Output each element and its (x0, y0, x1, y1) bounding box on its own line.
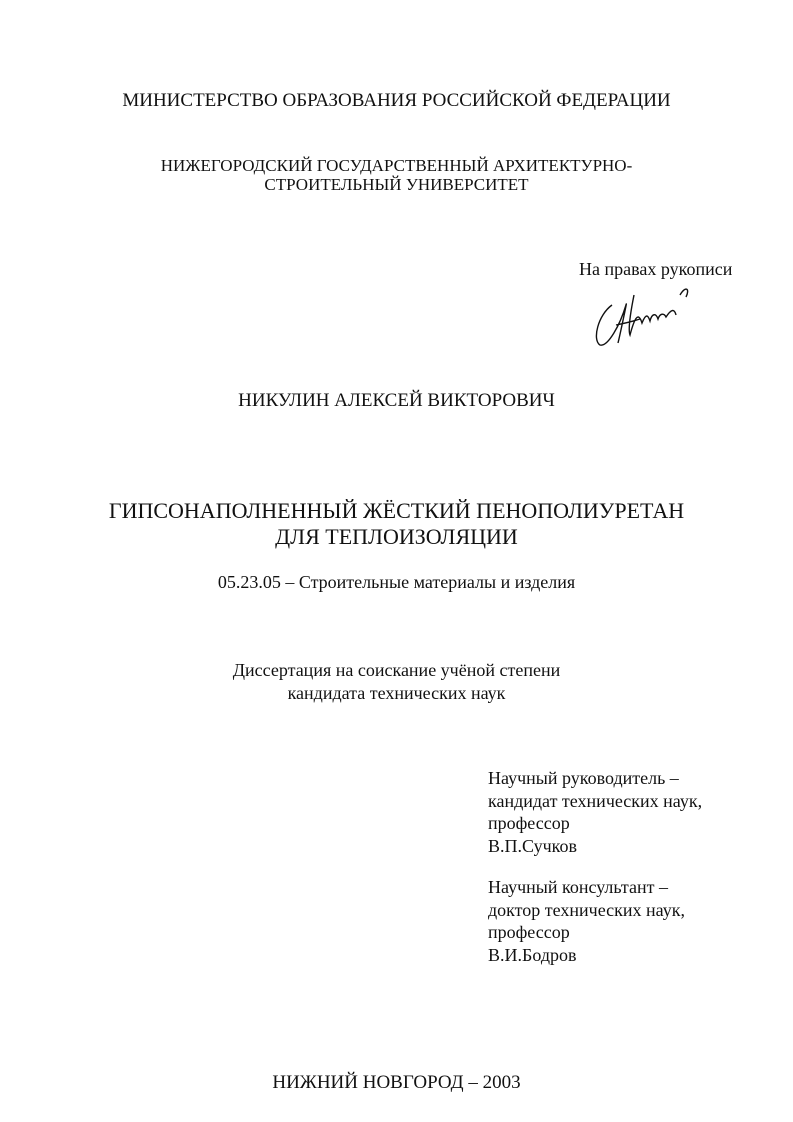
title-line-2: ДЛЯ ТЕПЛОИЗОЛЯЦИИ (275, 524, 518, 549)
degree-line-1: Диссертация на соискание учёной степени (232, 660, 561, 680)
supervisor-name: В.П.Сучков (488, 836, 577, 856)
supervisor-role: Научный руководитель – (488, 768, 679, 788)
degree-line-2: кандидата технических наук (287, 683, 506, 703)
manuscript-note: На правах рукописи (579, 259, 733, 279)
author-name: НИКУЛИН АЛЕКСЕЙ ВИКТОРОВИЧ (238, 390, 555, 411)
consultant-degree: доктор технических наук, (488, 900, 685, 920)
university-line-2: СТРОИТЕЛЬНЫЙ УНИВЕРСИТЕТ (264, 175, 529, 194)
title-line-1: ГИПСОНАПОЛНЕННЫЙ ЖЁСТКИЙ ПЕНОПОЛИУРЕТАН (108, 498, 685, 523)
consultant-name: В.И.Бодров (488, 945, 577, 965)
specialty: 05.23.05 – Строительные материалы и изделия (217, 572, 576, 592)
signature (590, 285, 700, 350)
city-year: НИЖНИЙ НОВГОРОД – 2003 (272, 1072, 521, 1093)
ministry-heading: МИНИСТЕРСТВО ОБРАЗОВАНИЯ РОССИЙСКОЙ ФЕДЕРАЦИИ (122, 90, 671, 111)
consultant-title: профессор (488, 922, 570, 942)
supervisor-degree: кандидат технических наук, (488, 791, 703, 811)
supervisor-title: профессор (488, 813, 570, 833)
consultant-role: Научный консультант – (488, 877, 668, 897)
university-line-1: НИЖЕГОРОДСКИЙ ГОСУДАРСТВЕННЫЙ АРХИТЕКТУРНО- (160, 156, 633, 175)
